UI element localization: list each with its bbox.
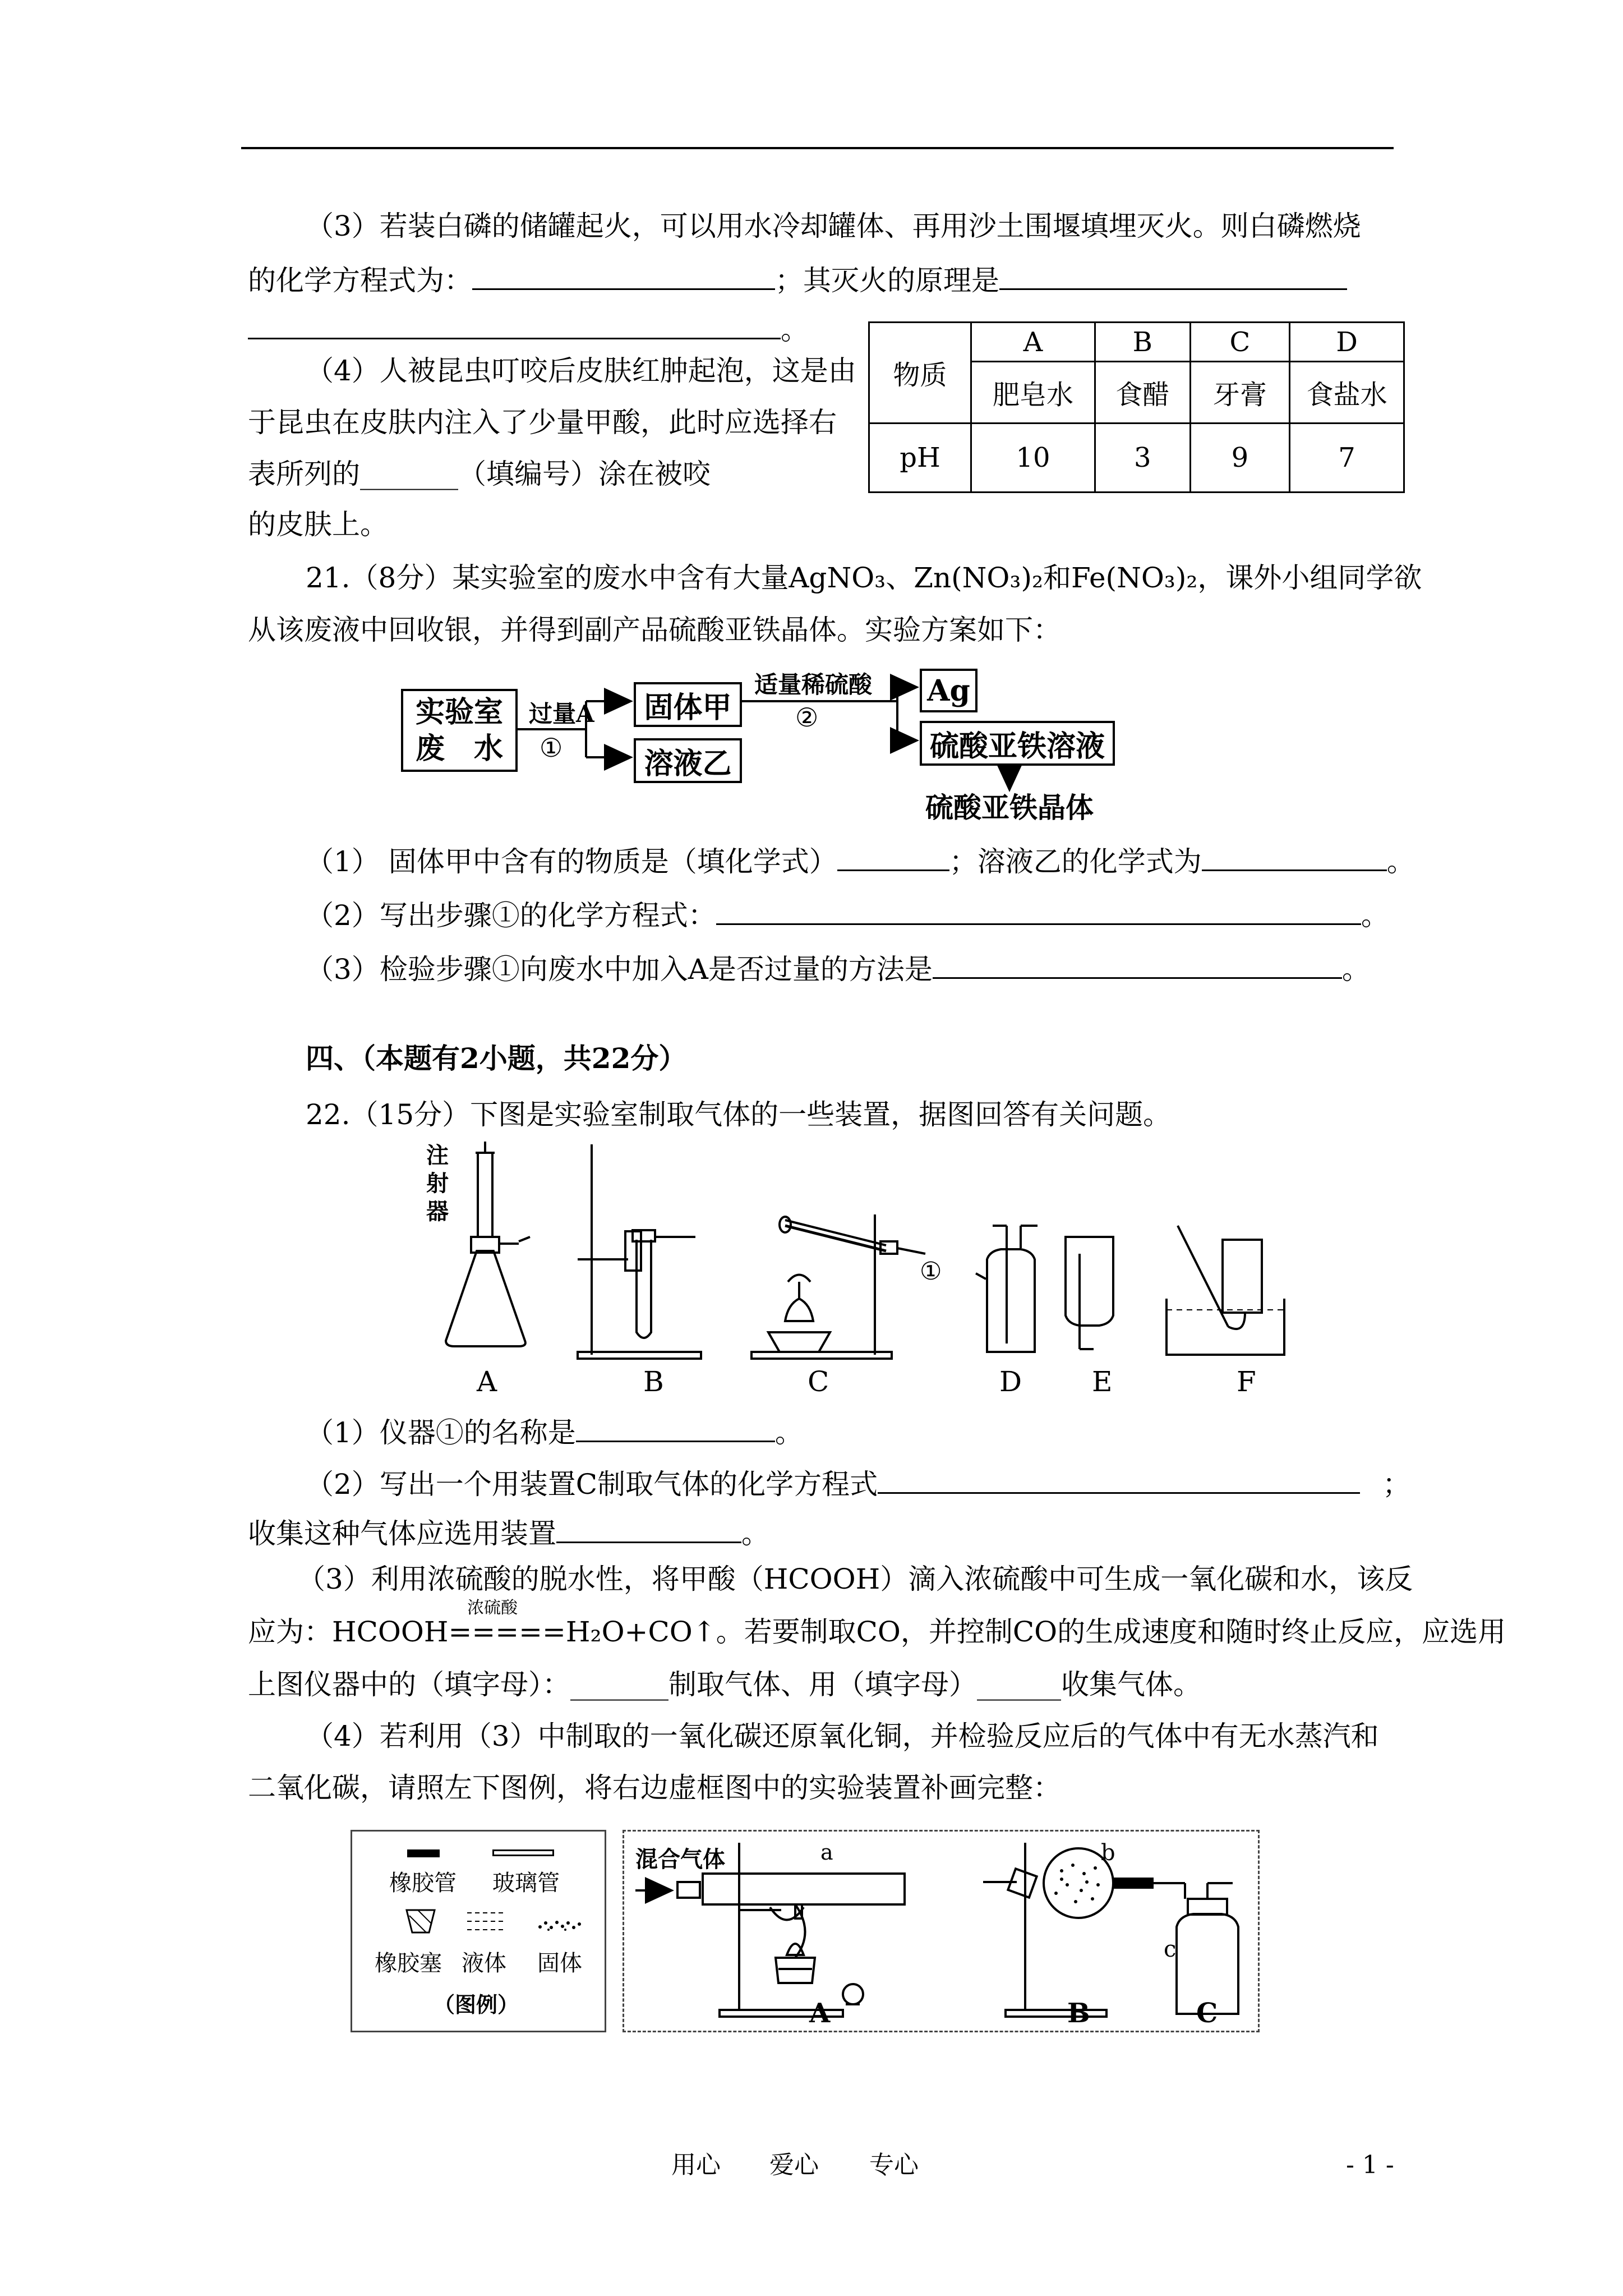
q21-question1: [306, 843, 1415, 876]
flow-waste-line1: 实验室: [415, 695, 503, 729]
q22-question3-line2: [248, 1618, 1506, 1646]
q21-question2: [306, 896, 1389, 930]
flow-solid-box: 固体甲: [634, 682, 742, 727]
period: 。: [741, 1517, 769, 1550]
q20-part4-line4: 的皮肤上。: [248, 508, 388, 541]
flow-step2-number: ②: [795, 702, 819, 733]
apparatus-label-a: A: [477, 1365, 497, 1398]
q21-flowchart: [393, 662, 1150, 830]
glass-tube-icon: [492, 1849, 554, 1856]
q22-q1-text: （1）仪器①的名称是: [306, 1416, 576, 1449]
q22-question4-line1: （4）若利用（3）中制取的一氧化碳还原氧化铜，并检验反应后的气体中有无水蒸汽和: [306, 1720, 1379, 1752]
table-substance: 牙膏: [1190, 362, 1290, 424]
q22-question3-line1: （3）利用浓硫酸的脱水性，将甲酸（HCOOH）滴入浓硫酸中可生成一氧化碳和水，该反: [297, 1563, 1413, 1595]
apparatus-label-d: D: [999, 1365, 1022, 1398]
header-rule: [241, 147, 1394, 149]
period: 。: [774, 1416, 803, 1449]
flow-waste-box: [401, 689, 518, 772]
setup-label-a-lower: a: [820, 1840, 833, 1865]
answer-blank[interactable]: [556, 1515, 741, 1543]
q21-q3-text: （3）检验步骤①向废水中加入A是否过量的方法是: [306, 953, 933, 986]
flow-solution-box: 溶液乙: [634, 738, 742, 783]
answer-blank[interactable]: [716, 896, 1361, 925]
table-ph: 3: [1095, 424, 1190, 493]
syringe-label-2: 射: [426, 1170, 449, 1197]
q20-part3-line1: （3）若装白磷的储罐起火，可以用水冷却罐体、再用沙土围堰填埋灭火。则白磷燃烧: [306, 210, 1361, 242]
q22-q2b-text: 收集这种气体应选用装置: [248, 1517, 556, 1550]
q21-intro-line2: 从该废液中回收银，并得到副产品硫酸亚铁晶体。实验方案如下：: [248, 614, 1061, 646]
setup-label-B: B: [1067, 1998, 1090, 2029]
q22-question3-condition: 浓硫酸: [467, 1598, 518, 1618]
section4-title: 四、（本题有2小题，共22分）: [306, 1042, 687, 1075]
apparatus-label-b: B: [643, 1365, 664, 1398]
table-letter: B: [1095, 323, 1190, 362]
table-letter: A: [971, 323, 1095, 362]
setup-mixed-gas: 混合气体: [635, 1846, 725, 1872]
row-header-substance: 物质: [869, 323, 971, 424]
setup-label-A: A: [809, 1998, 831, 2029]
q22-question3-line3: 上图仪器中的（填字母）：_______制取气体、用（填字母）______收集气体。: [248, 1668, 1201, 1701]
q22-q2-text: （2）写出一个用装置C制取气体的化学方程式: [306, 1468, 878, 1501]
stopper-icon: [404, 1907, 437, 1935]
q22-question1: [306, 1414, 803, 1447]
period: 。: [781, 314, 809, 346]
flow-feso4-crystal: 硫酸亚铁晶体: [925, 791, 1094, 824]
apparatus-label-e: E: [1092, 1365, 1113, 1398]
q20-part3-line2b: ；其灭火的原理是: [775, 264, 999, 297]
q20-part4-line1: （4）人被昆虫叮咬后皮肤红肿起泡，这是由: [306, 355, 856, 387]
solid-icon: [534, 1913, 585, 1935]
q20-part3-line2: [248, 261, 1347, 295]
period: 。: [1361, 899, 1389, 932]
legend-caption: （图例）: [434, 1992, 519, 2017]
table-substance: 肥皂水: [971, 362, 1095, 424]
q22-question4-line2: 二氧化碳，请照左下图例，将右边虚框图中的实验装置补画完整：: [248, 1772, 1061, 1804]
table-ph: 9: [1190, 424, 1290, 493]
legend-solid: 固体: [537, 1950, 582, 1976]
flow-step1-label: 过量A: [529, 700, 594, 728]
table-ph: 10: [971, 424, 1095, 493]
syringe-label-1: 注: [426, 1142, 449, 1168]
legend-stopper: 橡胶塞: [375, 1950, 442, 1976]
legend-rubber-tube: 橡胶管: [389, 1870, 457, 1896]
footer-motto-1: 用心: [671, 2151, 721, 2179]
q20-part3-line3: [248, 311, 809, 344]
setup-dashed-box: [623, 1830, 1260, 2032]
flow-step1-number: ①: [540, 733, 563, 763]
q21-intro-line1: 21.（8分）某实验室的废水中含有大量AgNO₃、Zn(NO₃)₂和Fe(NO₃)₂，课外小组同学欲: [306, 562, 1422, 594]
answer-blank[interactable]: [1202, 843, 1387, 871]
flow-step2-label: 适量稀硫酸: [754, 671, 873, 698]
legend-box: [351, 1830, 606, 2032]
setup-label-c-lower: c: [1164, 1936, 1177, 1962]
flow-ag-box: Ag: [920, 669, 978, 712]
table-ph: 7: [1290, 424, 1404, 493]
legend-liquid: 液体: [462, 1950, 506, 1976]
flow-feso4-solution-box: 硫酸亚铁溶液: [920, 721, 1115, 766]
period: 。: [1386, 845, 1415, 878]
answer-blank[interactable]: [248, 311, 781, 339]
q20-part4-line3: 表所列的_______（填编号）涂在被咬: [248, 458, 711, 490]
flow-waste-line2: 废 水: [415, 731, 503, 766]
answer-blank[interactable]: [933, 950, 1342, 979]
q20-part4-line2: 于昆虫在皮肤内注入了少量甲酸，此时应选择右: [248, 406, 837, 439]
answer-blank[interactable]: [837, 843, 949, 871]
row-header-ph: pH: [869, 424, 971, 493]
table-letter: C: [1190, 323, 1290, 362]
q22-q3-text: 。若要制取CO，并控制CO的生成速度和随时终止反应，应选用: [716, 1616, 1506, 1648]
answer-blank[interactable]: [999, 261, 1347, 290]
setup-drawing: [624, 1832, 1258, 2031]
q20-part3-line2a: 的化学方程式为：: [248, 264, 472, 297]
table-substance: 食盐水: [1290, 362, 1404, 424]
answer-blank[interactable]: [576, 1414, 775, 1442]
q21-q2-text: （2）写出步骤①的化学方程式：: [306, 899, 716, 932]
q21-q1-text-b: ；溶液乙的化学式为: [949, 845, 1202, 878]
answer-blank[interactable]: [878, 1465, 1360, 1494]
footer-motto-3: 专心: [869, 2151, 919, 2179]
q22-intro: 22.（15分）下图是实验室制取气体的一些装置，据图回答有关问题。: [306, 1098, 1172, 1131]
liquid-icon: [464, 1907, 509, 1935]
q22-question2b: [248, 1515, 769, 1548]
setup-label-C: C: [1196, 1998, 1218, 2029]
apparatus-label-f: F: [1237, 1365, 1256, 1398]
syringe-label-3: 器: [426, 1198, 449, 1225]
ph-table: [868, 321, 1405, 493]
q21-q1-text-a: （1） 固体甲中含有的物质是（填化学式）: [306, 845, 837, 878]
q21-question3: [306, 950, 1370, 986]
q22-apparatus-figure: [393, 1142, 1402, 1398]
footer-page-number: - 1 -: [1346, 2151, 1394, 2179]
period: 。: [1341, 953, 1370, 986]
table-letter: D: [1290, 323, 1404, 362]
semicolon: ；: [1382, 1468, 1411, 1501]
rubber-tube-icon: [407, 1849, 440, 1857]
instrument-marker-1: ①: [920, 1257, 942, 1286]
table-substance: 食醋: [1095, 362, 1190, 424]
footer-motto-2: 爱心: [769, 2151, 819, 2179]
legend-glass-tube: 玻璃管: [492, 1870, 560, 1896]
answer-blank[interactable]: [472, 261, 775, 290]
setup-label-b-lower: b: [1101, 1840, 1115, 1866]
q22-q3-equation: 应为：HCOOH=====H₂O+CO↑: [248, 1616, 716, 1648]
apparatus-label-c: C: [808, 1365, 829, 1398]
q22-question2: [306, 1465, 1411, 1501]
